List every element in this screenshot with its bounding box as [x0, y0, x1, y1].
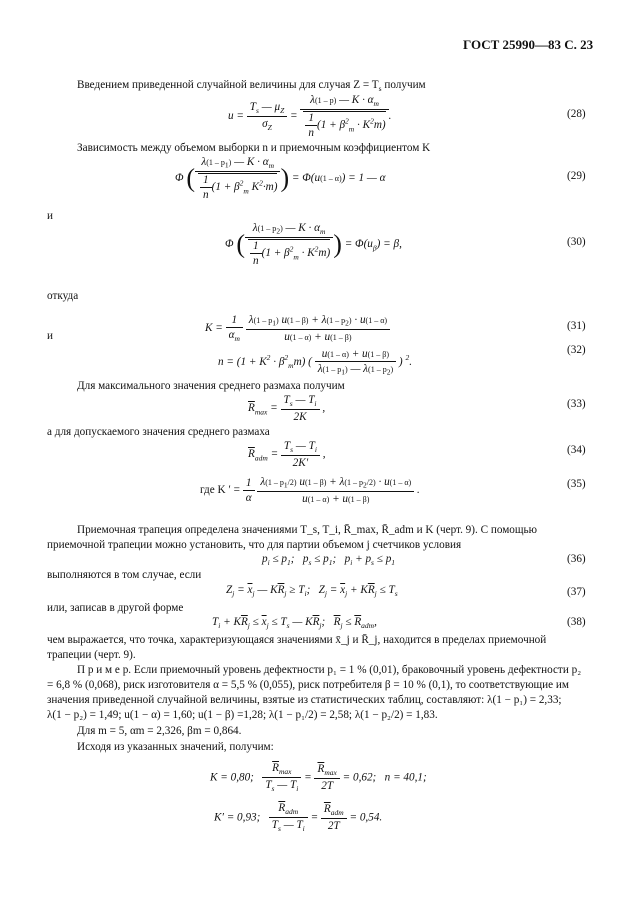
page-header: ГОСТ 25990—83 С. 23 — [463, 37, 594, 52]
other-form: или, записав в другой форме — [47, 602, 184, 614]
and-1: и — [47, 210, 53, 222]
formula-29: Φ ( $\lambda(1 - p_1)$ — $K \cdot \alpha_m$ $\frac{1}{n}$ ($1 + \beta^2_m$ $K^2\cdot m$) ) = Φ(u(1 – α)) = 1 — α — [175, 156, 386, 202]
result-line-1: K = 0,80; $\frac{\overline{R}_{max}}{T_s — T_i}$ = $\frac{\overline{R}_{max}}{2T}$ = 0,62; n = 40,1; — [210, 762, 427, 794]
formula-38: $T_i + K\overline{R}_j \le \overline{x}_j \le T_s$ — $K\overline{R}_j$; $\overline{R}_j \le \overline{R}_{adm}$, — [212, 616, 377, 631]
equation-number-33: (33) — [567, 398, 586, 410]
point-paragraph: чем выражается, что точка, характеризующаяся значениями x̄_j и R̄_j, находится в пределах приемочной трапеции (черт. 9). — [47, 634, 547, 661]
intro-text: Введением приведенной случайной величины для случая Z = T — [77, 79, 379, 91]
trapezoid-paragraph: Приемочная трапеция определена значениями T_s, T_i, R̄_max, R̄_adm и K (черт. 9). С помощью приемочной трапеции можно установить, что для партии объемом j счетчиков условия — [47, 524, 537, 551]
adm-text: а для допускаемого значения среднего размаха — [47, 426, 270, 438]
example-paragraph: П р и м е р. Если приемочный уровень дефектности p₁ = 1 % (0,01), браковочный уровень дефектности p₂ = 6,8 % (0,068), риск изготовителя α = 5,5 % (0,055), риск потребителя β = 10 % (0,1), то соответствующие им значения приведенной случайной величины, взятые из статистических таблиц, составляют: λ(1 − p₁) = 2,33; — [47, 664, 582, 706]
formula-37: $Z_j = \overline{x}_j$ — $K\overline{R}_j \ge T_i$; $Z_j = \overline{x}_j + K\overline{R}_j \le T_s$ — [226, 584, 398, 599]
result-K: K = 0,80; — [210, 771, 254, 784]
equation-number-38: (38) — [567, 616, 586, 628]
equation-number-31: (31) — [567, 320, 586, 332]
result-Kprime: K′ = 0,93; — [214, 811, 261, 824]
result-ratio-1: = 0,62; — [342, 771, 377, 784]
result-n: n = 40,1; — [384, 771, 427, 784]
equation-number-36: (36) — [567, 553, 586, 565]
formula-28: u = $\frac{T_s — \mu_Z}{\sigma_Z}$ = λ(1 – p) — $K \cdot \alpha_m$ $\frac{1}{n}$ $(1 + \beta^2_m \cdot K^2m)$ . — [228, 94, 392, 140]
formula-32: $n = (1 + K^2 \cdot \beta^2_mm)$ ( $\frac{u(1 - \alpha) + u(1 - \beta)}{\lambda(1 - p_1) — \lambda(1 - p_2)}$ ) $^2$. — [218, 348, 412, 377]
equation-number-37: (37) — [567, 586, 586, 598]
example-values-line: λ(1 − p₂) = 1,49; u(1 − α) = 1,60; u(1 − β) =1,28; λ(1 − p₁/2) = 2,58; λ(1 − p₂/2) = 1,83. — [47, 709, 438, 721]
formula-34: $\overline{R}_{adm}$ = $\frac{T_s — T_i}{2K'}$ , — [248, 440, 326, 470]
equation-number-34: (34) — [567, 444, 586, 456]
result-line-2: K′ = 0,93; $\frac{\overline{R}_{adm}}{T_s — T_i}$ = $\frac{\overline{R}_{adm}}{2T}$ = 0,54. — [214, 802, 383, 834]
max-text: Для максимального значения среднего размаха получим — [77, 380, 345, 392]
whence: откуда — [47, 290, 79, 302]
cond-text: выполняются в том случае, если — [47, 569, 202, 581]
formula-31: K = $\frac{1}{\alpha_m}$ $\frac{\lambda(1 - p_1) u(1 - \beta) + \lambda(1 - p_2) \cdot u(1 - \alpha)}{u(1 - \alpha) + u(1 - \beta)}$ — [205, 314, 390, 343]
formula-36: $p_i \le p_1$; $p_s \le p_1$; $p_i + p_s \le p_1$ — [262, 553, 396, 568]
equation-number-29: (29) — [567, 170, 586, 182]
result-ratio-2: = 0,54. — [349, 811, 383, 824]
intro-paragraph: Введением приведенной случайной величины для случая $Z = T_s$ получим — [77, 79, 426, 94]
and-2: и — [47, 330, 53, 342]
equation-number-35: (35) — [567, 478, 586, 490]
equation-number-30: (30) — [567, 236, 586, 248]
equation-number-32: (32) — [567, 344, 586, 356]
formula-30: Φ ( $\lambda(1 - p_2)$ — $K \cdot \alpha_m$ $\frac{1}{n}$ $(1 + \beta^2_m \cdot K^2m)$ ) = $\Phi(u_\beta) = \beta$, — [225, 222, 402, 268]
formula-35: где K ′ = $\frac{1}{\alpha}$ $\frac{\lambda(1 - p_1/2) u(1 - \beta) + \lambda(1 - p_2/2) \cdot u(1 - \alpha)}{u(1 - \alpha) + u(1 - \beta)}$ . — [200, 476, 420, 505]
formula-33: $\overline{R}_{max}$ = $\frac{T_s — T_i}{2K}$ , — [248, 394, 326, 424]
where-label: где K ′ = — [200, 483, 240, 496]
from-values: Исходя из указанных значений, получим: — [77, 741, 274, 753]
intro-text-suffix: получим — [384, 79, 426, 91]
m-line: Для m = 5, αm = 2,326, βm = 0,864. — [77, 725, 242, 737]
dependency-text: Зависимость между объемом выборки n и приемочным коэффициентом K — [77, 142, 431, 154]
equation-number-28: (28) — [567, 108, 586, 120]
